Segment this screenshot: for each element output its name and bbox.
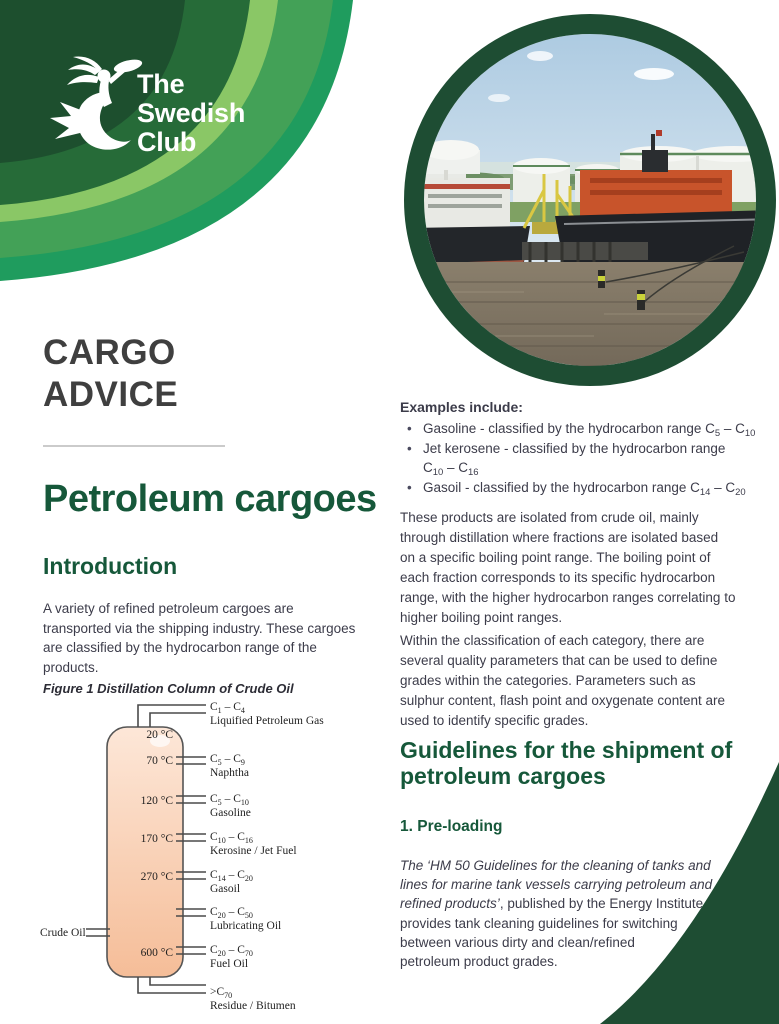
- logo-line-swedish: Swedish: [137, 98, 246, 128]
- paragraph-hm50-guidelines: The ‘HM 50 Guidelines for the cleaning of tanks and lines for marine tank vessels carrying petroleum and refined products’, published by the Energy Institute provides tank cleaning guidelines for switching between various dirty and clean/refined petroleum product grades.: [400, 858, 713, 970]
- bullet-dot: •: [407, 479, 412, 495]
- distillation-column-diagram: [40, 697, 370, 1024]
- kicker-line-1: CARGO: [43, 333, 176, 372]
- outlet-name: Gasoil: [210, 883, 241, 895]
- bullet-dot: •: [407, 421, 412, 436]
- temp-label-70c: 70 °C: [146, 755, 173, 767]
- bullet-text: Gasoline - classified by the hydrocarbon range $C_5 - C_{10}$: [423, 421, 756, 440]
- paragraph-products-isolated: These products are isolated from crude oil, mainly through distillation where fractions are isolated based on a specific boiling point range. The boiling point of each fraction corresponds to its specific hydrocarbon range, with the higher hydrocarbon ranges correlating to higher boiling point ranges.: [400, 510, 736, 625]
- outlet-name: Liquified Petroleum Gas: [210, 715, 324, 727]
- hero-photo-oil-terminal: [404, 14, 776, 386]
- temp-label-20c: 20 °C: [146, 729, 173, 741]
- logo-line-the: The: [137, 69, 185, 99]
- kicker-cargo-advice: [43, 332, 178, 416]
- section-heading-introduction: Introduction: [43, 553, 178, 579]
- temp-label-170c: 170 °C: [140, 833, 173, 845]
- temp-label-270c: 270 °C: [140, 871, 173, 883]
- corner-wave-decoration: [579, 752, 779, 1024]
- temp-label-120c: 120 °C: [140, 795, 173, 807]
- outlet-label-kerosine: [210, 830, 297, 858]
- outlet-range: $>C_{70}$: [210, 986, 233, 1000]
- outlet-name: Kerosine / Jet Fuel: [210, 845, 297, 857]
- outlet-name: Fuel Oil: [210, 958, 249, 970]
- outlet-name: Lubricating Oil: [210, 920, 282, 932]
- figure-caption: Figure 1 Distillation Column of Crude Oil: [43, 681, 294, 696]
- outlet-name: Residue / Bitumen: [210, 1000, 296, 1012]
- kicker-line-2: ADVICE: [43, 375, 179, 414]
- subsection-heading-preloading: 1. Pre-loading: [400, 818, 503, 835]
- outlet-range: $C_5 - C_9$: [210, 753, 245, 767]
- outlet-label-residue: [210, 985, 296, 1013]
- outlet-range: $C_{20} - C_{70}$: [210, 944, 253, 958]
- page-title: Petroleum cargoes: [43, 478, 377, 520]
- outlet-range: $C_{14} - C_{20}$: [210, 869, 253, 883]
- outlet-label-lpg: [210, 700, 324, 728]
- bullet-text: Jet kerosene - classified by the hydrocarbon range $C_{10} - C_{16}$: [423, 440, 726, 479]
- diagram-linework: [40, 697, 370, 1024]
- outlet-range: $C_{20} - C_{50}$: [210, 906, 253, 920]
- bullet-item-jet-kerosene: [400, 439, 765, 478]
- temp-label-600c: 600 °C: [140, 947, 173, 959]
- bullet-dot: •: [407, 440, 412, 456]
- outlet-label-gasoline: [210, 792, 251, 820]
- examples-bullet-list: [400, 419, 765, 497]
- outlet-name: Naphtha: [210, 767, 249, 779]
- examples-heading: Examples include:: [400, 399, 523, 415]
- divider-line: [43, 445, 225, 447]
- bullet-text: Gasoil - classified by the hydrocarbon range $C_{14} - C_{20}$: [423, 479, 746, 498]
- intro-paragraph: A variety of refined petroleum cargoes are transported via the shipping industry. These cargoes are classified by the hydrocarbon range of the products.: [43, 601, 356, 675]
- outlet-range: $C_1 - C_4$: [210, 701, 245, 715]
- outlet-label-gasoil: [210, 868, 253, 896]
- crude-oil-label: Crude Oil: [40, 927, 86, 939]
- bullet-item-gasoil: [400, 478, 765, 498]
- outlet-label-naphtha: [210, 752, 249, 780]
- outlet-range: $C_5 - C_{10}$: [210, 793, 249, 807]
- swedish-club-logo-text: [137, 70, 245, 157]
- paragraph-classification: Within the classification of each category, there are several quality parameters that can be used to define grades within the categories. Parameters such as sulphur content, flash point and oxygenate content are used to identify specific grades.: [400, 633, 725, 728]
- outlet-label-lubricating-oil: [210, 905, 281, 933]
- outlet-label-fuel-oil: [210, 943, 253, 971]
- outlet-name: Gasoline: [210, 807, 251, 819]
- section-heading-guidelines: Guidelines for the shipment of petroleum cargoes: [400, 737, 733, 789]
- outlet-range: $C_{10} - C_{16}$: [210, 831, 253, 845]
- bullet-item-gasoline: [400, 419, 765, 439]
- logo-line-club: Club: [137, 127, 197, 157]
